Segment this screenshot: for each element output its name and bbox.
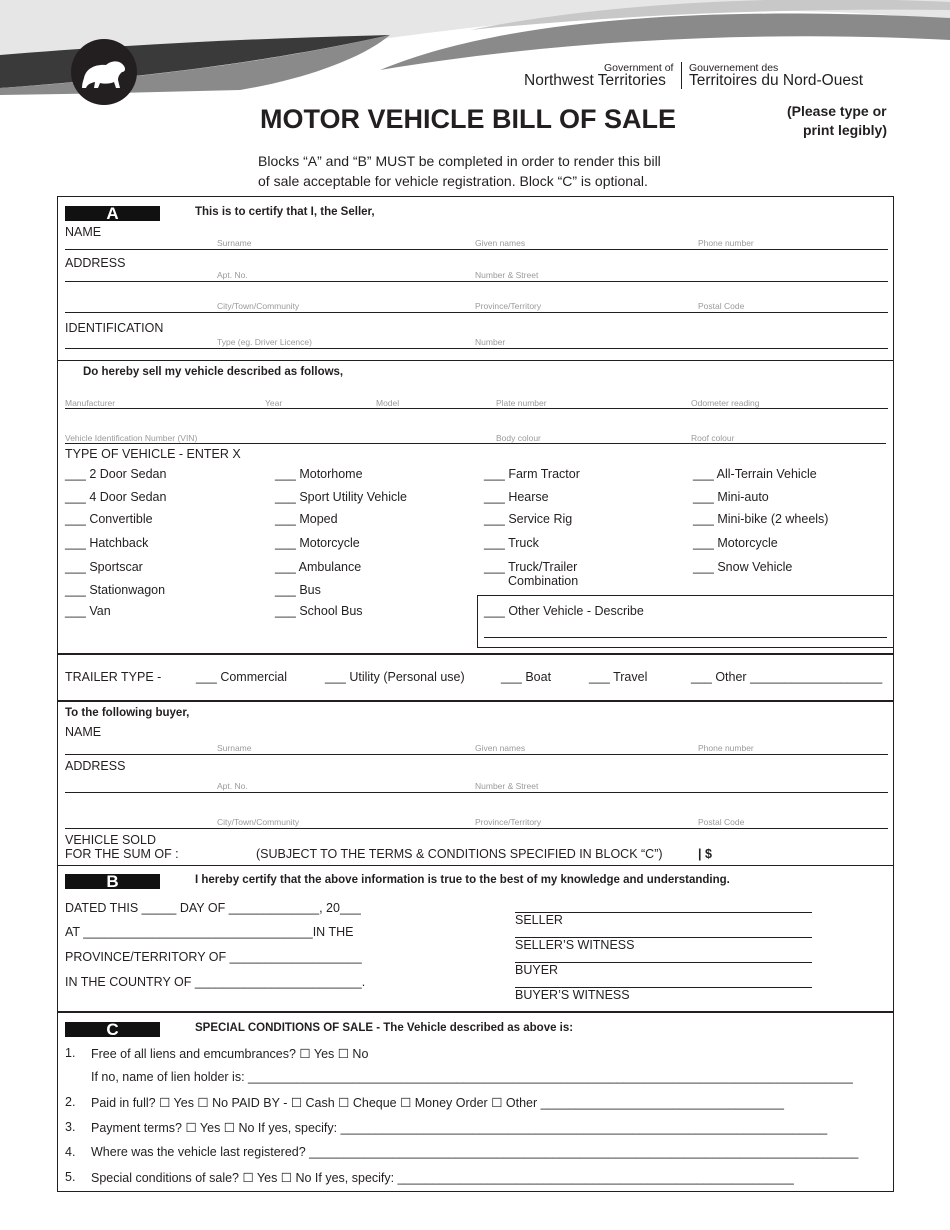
vehicle-sold-label-2: FOR THE SUM OF : xyxy=(65,847,179,861)
sum-field[interactable]: | $ xyxy=(698,847,712,861)
hint-roof-colour: Roof colour xyxy=(691,433,735,443)
vt-moped[interactable]: ___ Moped xyxy=(275,512,338,526)
vt-hatchback[interactable]: ___ Hatchback xyxy=(65,536,149,550)
buyer-address-label: ADDRESS xyxy=(65,759,126,773)
seller-address-label: ADDRESS xyxy=(65,256,126,270)
gov-en-small: Government of xyxy=(604,62,674,74)
buyer-hint-street: Number & Street xyxy=(475,781,539,791)
cond-2-paid[interactable]: Paid in full? ☐ Yes ☐ No PAID BY - ☐ Cash ☐ Cheque ☐ Money Order ☐ Other ___________________________________ xyxy=(91,1096,784,1110)
vt-mini-auto[interactable]: ___ Mini-auto xyxy=(693,490,769,504)
cond-1-num: 1. xyxy=(65,1046,76,1060)
hint-city: City/Town/Community xyxy=(217,301,300,311)
intro-line-2: of sale acceptable for vehicle registration. Block “C” is optional. xyxy=(258,173,648,189)
vt-truck-trailer-combination: Combination xyxy=(508,574,579,588)
hint-odometer: Odometer reading xyxy=(691,398,760,408)
hint-province: Province/Territory xyxy=(475,301,542,311)
seller-name-field[interactable] xyxy=(65,249,888,250)
divider-vehicle xyxy=(57,360,893,361)
hint-body-colour: Body colour xyxy=(496,433,541,443)
seller-witness-label: SELLER’S WITNESS xyxy=(515,938,635,952)
subject-terms: (SUBJECT TO THE TERMS & CONDITIONS SPECIFIED IN BLOCK “C”) xyxy=(256,847,663,861)
vt-2-door-sedan[interactable]: ___ 2 Door Sedan xyxy=(65,467,167,481)
cond-5-special[interactable]: Special conditions of sale? ☐ Yes ☐ No If yes, specify: _________________________________________________________ xyxy=(91,1171,794,1185)
vt-truck-trailer[interactable]: ___ Truck/Trailer xyxy=(484,560,578,574)
buyer-hint-phone: Phone number xyxy=(698,743,754,753)
vt-motorcycle-2[interactable]: ___ Motorcycle xyxy=(693,536,778,550)
block-a-certify: This is to certify that I, the Seller, xyxy=(195,206,375,218)
dated-field[interactable]: DATED THIS _____ DAY OF _____________, 20___ xyxy=(65,901,361,915)
hint-given-names: Given names xyxy=(475,238,526,248)
buyer-name-label: NAME xyxy=(65,725,102,739)
seller-address-field-1[interactable] xyxy=(65,281,888,282)
form-box-top xyxy=(57,196,894,655)
vt-snow-vehicle[interactable]: ___ Snow Vehicle xyxy=(693,560,793,574)
vt-service-rig[interactable]: ___ Service Rig xyxy=(484,512,573,526)
hint-id-type: Type (eg. Driver Licence) xyxy=(217,337,312,347)
vt-van[interactable]: ___ Van xyxy=(65,604,111,618)
cond-3-num: 3. xyxy=(65,1120,76,1134)
intro-line-1: Blocks “A” and “B” MUST be completed in order to render this bill xyxy=(258,153,661,169)
block-b-label: B xyxy=(65,874,160,889)
vt-mini-bike[interactable]: ___ Mini-bike (2 wheels) xyxy=(693,512,829,526)
hint-apt: Apt. No. xyxy=(217,270,248,280)
buyer-hint-province: Province/Territory xyxy=(475,817,542,827)
other-vehicle-field[interactable] xyxy=(484,637,887,638)
hint-phone: Phone number xyxy=(698,238,754,248)
trailer-boat[interactable]: ___ Boat xyxy=(501,670,552,684)
vt-school-bus[interactable]: ___ School Bus xyxy=(275,604,363,618)
gov-fr-large: Territoires du Nord-Ouest xyxy=(689,72,864,89)
hint-vin: Vehicle Identification Number (VIN) xyxy=(65,433,198,443)
vt-other[interactable]: ___ Other Vehicle - Describe xyxy=(484,604,644,618)
divider-block-b xyxy=(57,865,893,866)
trailer-travel[interactable]: ___ Travel xyxy=(589,670,648,684)
trailer-type-label: TRAILER TYPE - xyxy=(65,670,162,684)
vt-ambulance[interactable]: ___ Ambulance xyxy=(275,560,362,574)
vt-hearse[interactable]: ___ Hearse xyxy=(484,490,549,504)
cond-4-registered[interactable]: Where was the vehicle last registered? _______________________________________________________________________________ xyxy=(91,1145,859,1159)
block-b-certify: I hereby certify that the above information is true to the best of my knowledge and understanding. xyxy=(195,874,730,886)
vt-convertible[interactable]: ___ Convertible xyxy=(65,512,153,526)
block-c-title: SPECIAL CONDITIONS OF SALE - The Vehicle described as above is: xyxy=(195,1022,574,1034)
page-title: MOTOR VEHICLE BILL OF SALE xyxy=(260,104,677,134)
identification-label: IDENTIFICATION xyxy=(65,321,164,335)
buyer-hint-surname: Surname xyxy=(217,743,252,753)
trailer-other[interactable]: ___ Other ___________________ xyxy=(691,670,883,684)
buyer-signature-line[interactable] xyxy=(515,962,812,963)
cond-1-lien-holder[interactable]: If no, name of lien holder is: _______________________________________________________________________________________ xyxy=(91,1070,853,1084)
cond-1-liens[interactable]: Free of all liens and emcumbrances? ☐ Yes ☐ No xyxy=(91,1047,369,1061)
vt-truck[interactable]: ___ Truck xyxy=(484,536,539,550)
hint-surname: Surname xyxy=(217,238,252,248)
print-note-2: print legibly) xyxy=(803,122,887,138)
gov-en-large: Northwest Territories xyxy=(524,72,666,89)
hint-manufacturer: Manufacturer xyxy=(65,398,116,408)
cond-4-num: 4. xyxy=(65,1145,76,1159)
block-a-label: A xyxy=(65,206,160,221)
vehicle-type-label: TYPE OF VEHICLE - ENTER X xyxy=(65,447,241,461)
vehicle-sold-label-1: VEHICLE SOLD xyxy=(65,833,157,847)
buyer-witness-label: BUYER’S WITNESS xyxy=(515,988,630,1002)
cond-3-terms[interactable]: Payment terms? ☐ Yes ☐ No If yes, specify: ______________________________________________________________________ xyxy=(91,1121,828,1135)
vehicle-field-1[interactable] xyxy=(65,408,888,409)
polar-bear-logo xyxy=(70,38,138,106)
vt-suv[interactable]: ___ Sport Utility Vehicle xyxy=(275,490,408,504)
buyer-address-field-2[interactable] xyxy=(65,828,888,829)
vt-bus[interactable]: ___ Bus xyxy=(275,583,321,597)
buyer-hint-postal: Postal Code xyxy=(698,817,745,827)
seller-name-label: NAME xyxy=(65,225,102,239)
block-c-label: C xyxy=(65,1022,160,1037)
vt-motorcycle-1[interactable]: ___ Motorcycle xyxy=(275,536,360,550)
buyer-signature-label: BUYER xyxy=(515,963,559,977)
trailer-commercial[interactable]: ___ Commercial xyxy=(196,670,288,684)
province-field[interactable]: PROVINCE/TERRITORY OF ___________________ xyxy=(65,950,362,964)
other-vehicle-box xyxy=(477,595,894,648)
hint-street: Number & Street xyxy=(475,270,539,280)
buyer-name-field[interactable] xyxy=(65,754,888,755)
hint-id-number: Number xyxy=(475,337,506,347)
gov-divider xyxy=(681,62,682,89)
country-field[interactable]: IN THE COUNTRY OF ________________________. xyxy=(65,975,366,989)
hint-year: Year xyxy=(265,398,283,408)
buyer-address-field-1[interactable] xyxy=(65,792,888,793)
buyer-hint-city: City/Town/Community xyxy=(217,817,300,827)
cond-2-num: 2. xyxy=(65,1095,76,1109)
vt-farm-tractor[interactable]: ___ Farm Tractor xyxy=(484,467,580,481)
at-field[interactable]: AT _________________________________IN THE xyxy=(65,925,354,939)
cond-5-num: 5. xyxy=(65,1170,76,1184)
vt-stationwagon[interactable]: ___ Stationwagon xyxy=(65,583,166,597)
seller-signature-label: SELLER xyxy=(515,913,563,927)
vehicle-field-2[interactable] xyxy=(65,443,886,444)
buyer-hint-given-names: Given names xyxy=(475,743,526,753)
trailer-utility[interactable]: ___ Utility (Personal use) xyxy=(325,670,465,684)
hint-plate: Plate number xyxy=(496,398,547,408)
buyer-hint-apt: Apt. No. xyxy=(217,781,248,791)
vt-sportscar[interactable]: ___ Sportscar xyxy=(65,560,143,574)
print-note-1: (Please type or xyxy=(787,103,887,119)
vehicle-intro: Do hereby sell my vehicle described as follows, xyxy=(83,366,344,378)
vt-all-terrain[interactable]: ___ All-Terrain Vehicle xyxy=(693,467,817,481)
hint-model: Model xyxy=(376,398,400,408)
seller-address-field-2[interactable] xyxy=(65,312,888,313)
identification-field[interactable] xyxy=(65,348,888,349)
hint-postal: Postal Code xyxy=(698,301,745,311)
gov-fr-small: Gouvernement des xyxy=(689,62,779,74)
vt-4-door-sedan[interactable]: ___ 4 Door Sedan xyxy=(65,490,167,504)
vt-motorhome[interactable]: ___ Motorhome xyxy=(275,467,363,481)
buyer-intro: To the following buyer, xyxy=(65,707,190,719)
